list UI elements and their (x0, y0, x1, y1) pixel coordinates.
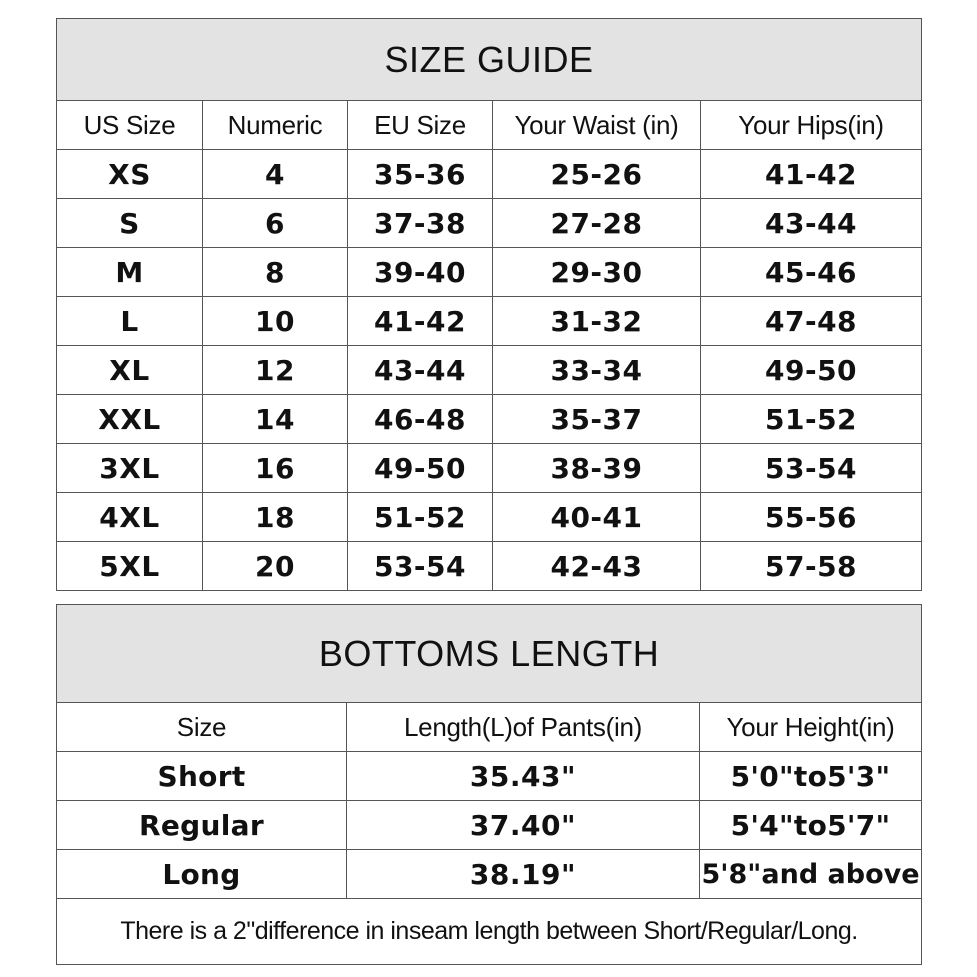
header-pants-length: Length(L)of Pants(in) (347, 703, 700, 752)
cell-us-size: 4XL (57, 493, 203, 542)
cell-waist: 33-34 (493, 346, 701, 395)
table-row (57, 248, 922, 297)
cell-numeric: 4 (203, 150, 348, 199)
cell-waist: 27-28 (493, 199, 701, 248)
cell-numeric: 18 (203, 493, 348, 542)
cell-waist: 38-39 (493, 444, 701, 493)
size-guide-header-row (57, 101, 922, 150)
cell-hips: 57-58 (701, 542, 922, 591)
cell-hips: 43-44 (701, 199, 922, 248)
cell-eu-size: 41-42 (348, 297, 493, 346)
inseam-note: There is a 2"difference in inseam length between Short/Regular/Long. (57, 899, 922, 965)
cell-height: 5'0"to5'3" (700, 752, 922, 801)
cell-waist: 35-37 (493, 395, 701, 444)
header-us-size: US Size (57, 101, 203, 150)
cell-us-size: 5XL (57, 542, 203, 591)
cell-eu-size: 51-52 (348, 493, 493, 542)
table-row (57, 150, 922, 199)
header-numeric: Numeric (203, 101, 348, 150)
cell-eu-size: 49-50 (348, 444, 493, 493)
cell-waist: 40-41 (493, 493, 701, 542)
cell-pants-length: 38.19" (347, 850, 700, 899)
cell-us-size: XS (57, 150, 203, 199)
size-guide-title: SIZE GUIDE (57, 19, 922, 101)
cell-hips: 49-50 (701, 346, 922, 395)
table-row (57, 801, 922, 850)
header-size: Size (57, 703, 347, 752)
cell-us-size: XXL (57, 395, 203, 444)
cell-hips: 45-46 (701, 248, 922, 297)
cell-size: Short (57, 752, 347, 801)
cell-eu-size: 46-48 (348, 395, 493, 444)
cell-numeric: 8 (203, 248, 348, 297)
cell-numeric: 14 (203, 395, 348, 444)
bottoms-length-header-row (57, 703, 922, 752)
cell-height: 5'8"and above (700, 850, 922, 899)
bottoms-length-table (56, 604, 922, 965)
cell-waist: 42-43 (493, 542, 701, 591)
cell-eu-size: 37-38 (348, 199, 493, 248)
note-row (57, 899, 922, 965)
cell-us-size: XL (57, 346, 203, 395)
cell-us-size: 3XL (57, 444, 203, 493)
size-guide-table (56, 18, 922, 591)
cell-height: 5'4"to5'7" (700, 801, 922, 850)
table-row (57, 850, 922, 899)
bottoms-length-title-row (57, 605, 922, 703)
table-row (57, 493, 922, 542)
table-row (57, 199, 922, 248)
cell-us-size: S (57, 199, 203, 248)
cell-size: Long (57, 850, 347, 899)
cell-pants-length: 35.43" (347, 752, 700, 801)
cell-hips: 51-52 (701, 395, 922, 444)
cell-hips: 53-54 (701, 444, 922, 493)
table-row (57, 444, 922, 493)
cell-eu-size: 43-44 (348, 346, 493, 395)
header-hips: Your Hips(in) (701, 101, 922, 150)
cell-eu-size: 39-40 (348, 248, 493, 297)
header-height: Your Height(in) (700, 703, 922, 752)
cell-eu-size: 53-54 (348, 542, 493, 591)
table-row (57, 297, 922, 346)
header-eu-size: EU Size (348, 101, 493, 150)
table-row (57, 395, 922, 444)
cell-eu-size: 35-36 (348, 150, 493, 199)
cell-hips: 41-42 (701, 150, 922, 199)
cell-us-size: M (57, 248, 203, 297)
cell-size: Regular (57, 801, 347, 850)
cell-numeric: 16 (203, 444, 348, 493)
cell-pants-length: 37.40" (347, 801, 700, 850)
cell-waist: 31-32 (493, 297, 701, 346)
size-guide-title-row (57, 19, 922, 101)
cell-numeric: 10 (203, 297, 348, 346)
header-waist: Your Waist (in) (493, 101, 701, 150)
cell-hips: 55-56 (701, 493, 922, 542)
cell-hips: 47-48 (701, 297, 922, 346)
cell-numeric: 6 (203, 199, 348, 248)
table-row (57, 542, 922, 591)
table-row (57, 346, 922, 395)
cell-us-size: L (57, 297, 203, 346)
bottoms-length-title: BOTTOMS LENGTH (57, 605, 922, 703)
cell-numeric: 12 (203, 346, 348, 395)
table-row (57, 752, 922, 801)
cell-waist: 29-30 (493, 248, 701, 297)
cell-numeric: 20 (203, 542, 348, 591)
cell-waist: 25-26 (493, 150, 701, 199)
